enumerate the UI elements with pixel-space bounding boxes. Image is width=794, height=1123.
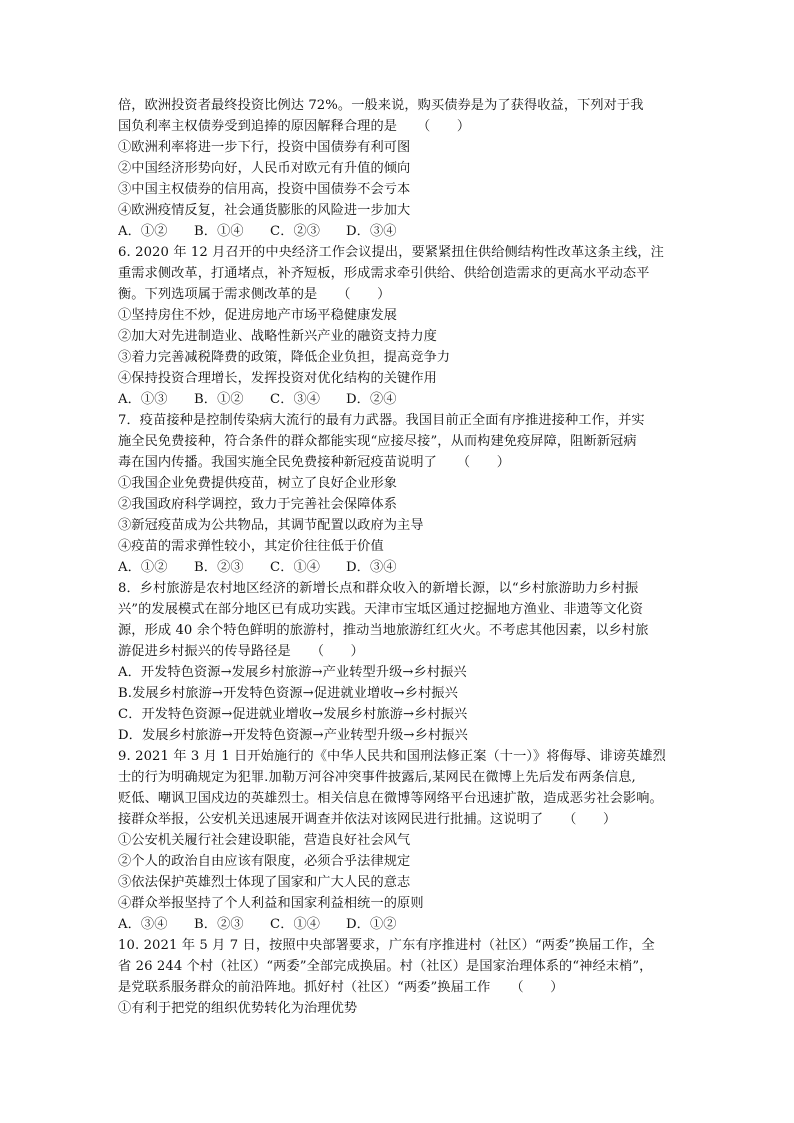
choice-a: A．开发特色资源→发展乡村旅游→产业转型升级→乡村振兴 — [118, 665, 467, 680]
question-stem-line: 源，形成 40 余个特色鲜明的旅游村，推动当地旅游红红火火。不考虑其他因素，以乡村旅 — [118, 623, 649, 638]
choice-a: A．③④ — [118, 917, 168, 932]
question-stem-line: 贬低、嘲讽卫国戍边的英雄烈士。相关信息在微博等网络平台迅速扩散，造成恶劣社会影响。 — [118, 791, 663, 806]
question-stem-line: 重需求侧改革，打通堵点，补齐短板，形成需求牵引供给、供给创造需求的更高水平动态平 — [118, 266, 650, 281]
choice-d: D．发展乡村旅游→开发特色资源→产业转型升级→乡村振兴 — [118, 728, 468, 743]
choice-a: A．①③ — [118, 392, 168, 407]
option-4: ④群众举报坚持了个人利益和国家利益相统一的原则 — [118, 896, 424, 911]
option-2: ②我国政府科学调控，致力于完善社会保障体系 — [118, 497, 398, 512]
option-4: ④疫苗的需求弹性较小，其定价往往低于价值 — [118, 539, 384, 554]
question-stem-line: 省 26 244 个村（社区）“两委”全部完成换届。村（社区）是国家治理体系的“神经末梢”， — [118, 959, 653, 974]
option-3: ③依法保护英雄烈士体现了国家和广大人民的意志 — [118, 875, 411, 890]
choice-d: D．③④ — [346, 224, 397, 239]
option-4: ④保持投资合理增长，发挥投资对优化结构的关键作用 — [118, 371, 437, 386]
exam-page — [118, 95, 680, 1019]
choice-b: B．①④ — [194, 224, 244, 239]
question-6 — [118, 242, 680, 410]
answer-choices — [118, 389, 680, 410]
answer-choices — [118, 221, 680, 242]
choice-c: C．开发特色资源→促进就业增收→发展乡村旅游→乡村振兴 — [118, 707, 468, 722]
choice-c: C．②③ — [270, 224, 321, 239]
option-1: ①有利于把党的组织优势转化为治理优势 — [118, 1001, 358, 1016]
choice-d: D．①② — [346, 917, 397, 932]
question-stem-line: 国负利率主权债券受到追捧的原因解释合理的是 （ ） — [118, 119, 471, 134]
choice-c: C．①④ — [270, 917, 321, 932]
choice-c: C．③④ — [270, 392, 321, 407]
option-3: ③中国主权债券的信用高，投资中国债券不会亏本 — [118, 182, 411, 197]
question-5 — [118, 95, 680, 242]
question-stem-line: 7．疫苗接种是控制传染病大流行的最有力武器。我国目前正全面有序推进接种工作，并实 — [118, 413, 645, 428]
choice-d: D．③④ — [346, 560, 397, 575]
question-stem-line: 士的行为明确规定为犯罪.加勒万河谷冲突事件披露后,某网民在微博上先后发布两条信息, — [118, 770, 636, 785]
option-2: ②个人的政治自由应该有限度，必须合乎法律规定 — [118, 854, 411, 869]
option-1: ①欧洲利率将进一步下行，投资中国债券有利可图 — [118, 140, 411, 155]
question-stem-line: 6. 2020 年 12 月召开的中央经济工作会议提出，要紧紧扭住供给侧结构性改革这条主线，注 — [118, 245, 664, 260]
question-stem-line: 倍，欧洲投资者最终投资比例达 72%。一般来说，购买债券是为了获得收益，下列对于我 — [118, 98, 644, 113]
choice-b: B.发展乡村旅游→开发特色资源→促进就业增收→乡村振兴 — [118, 686, 458, 701]
option-3: ③新冠疫苗成为公共物品，其调节配置以政府为主导 — [118, 518, 424, 533]
option-4: ④欧洲疫情反复，社会通货膨胀的风险进一步加大 — [118, 203, 411, 218]
choice-c: C．①④ — [270, 560, 321, 575]
option-2: ②加大对先进制造业、战略性新兴产业的融资支持力度 — [118, 329, 437, 344]
question-9 — [118, 746, 680, 935]
question-stem-line: 接群众举报，公安机关迅速展开调查并依法对该网民进行批捕。这说明了 （ ） — [118, 812, 617, 827]
option-1: ①坚持房住不炒，促进房地产市场平稳健康发展 — [118, 308, 398, 323]
question-8 — [118, 578, 680, 746]
question-stem-line: 9. 2021 年 3 月 1 日开始施行的《中华人民共和国刑法修正案（十一）》将侮辱、诽谤英雄烈 — [118, 749, 666, 764]
option-1: ①我国企业免费提供疫苗，树立了良好企业形象 — [118, 476, 398, 491]
option-1: ①公安机关履行社会建设职能，营造良好社会风气 — [118, 833, 411, 848]
choice-b: B．②③ — [194, 560, 244, 575]
question-stem-line: 8．乡村旅游是农村地区经济的新增长点和群众收入的新增长源，以“乡村旅游助力乡村振 — [118, 581, 639, 596]
choice-d: D．②④ — [346, 392, 397, 407]
choice-b: B．②③ — [194, 917, 244, 932]
question-stem-line: 10. 2021 年 5 月 7 日，按照中央部署要求，广东有序推进村（社区）“两委”换届工作，全 — [118, 938, 655, 953]
option-2: ②中国经济形势向好，人民币对欧元有升值的倾向 — [118, 161, 411, 176]
question-stem-line: 毒在国内传播。我国实施全民免费接种新冠疫苗说明了 （ ） — [118, 455, 511, 470]
question-stem-line: 是党联系服务群众的前沿阵地。抓好村（社区）“两委”换届工作 （ ） — [118, 980, 564, 995]
question-stem-line: 施全民免费接种，符合条件的群众都能实现“应接尽接”，从而构建免疫屏障，阻断新冠病 — [118, 434, 637, 449]
question-stem-line: 衡。下列选项属于需求侧改革的是 （ ） — [118, 287, 391, 302]
question-stem-line: 兴”的发展模式在部分地区已有成功实践。天津市宝坻区通过挖掘地方渔业、非遗等文化资 — [118, 602, 644, 617]
answer-choices — [118, 914, 680, 935]
choice-a: A．①② — [118, 560, 168, 575]
question-10 — [118, 935, 680, 1019]
question-7 — [118, 410, 680, 578]
choice-a: A．①② — [118, 224, 168, 239]
question-stem-line: 游促进乡村振兴的传导路径是 （ ） — [118, 644, 364, 659]
answer-choices — [118, 557, 680, 578]
option-3: ③着力完善减税降费的政策，降低企业负担，提高竞争力 — [118, 350, 451, 365]
choice-b: B．①② — [194, 392, 244, 407]
